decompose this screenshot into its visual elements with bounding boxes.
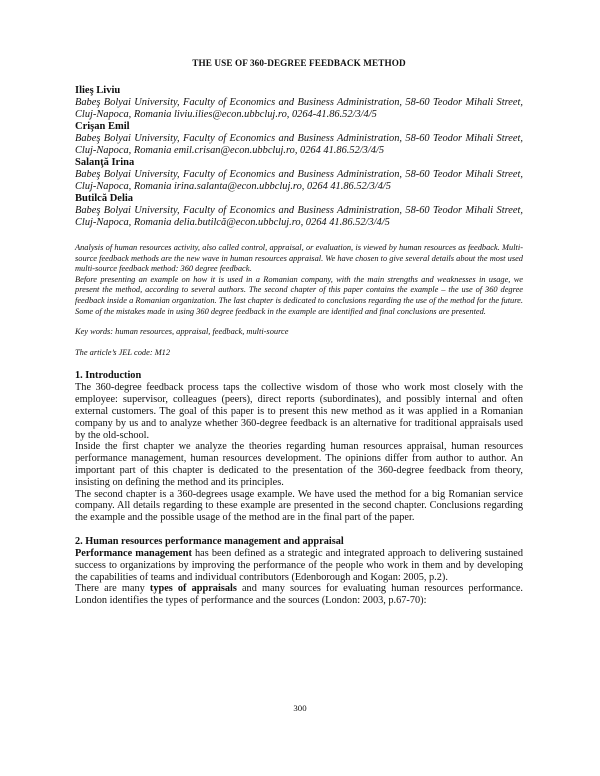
- keywords: Key words: human resources, appraisal, feedback, multi-source: [75, 327, 289, 337]
- term-bold: Performance management: [75, 547, 192, 559]
- text-run: and many sources for evaluating human resources performance. London identifies the types of performance and the sources (London: 2003, p.67-70):: [75, 583, 523, 607]
- author-name: Ilieş Liviu: [75, 85, 121, 96]
- author-1: [75, 85, 523, 121]
- body-paragraph: The 360-degree feedback process taps the collective wisdom of those who work most closely with the employee: supervisor, colleagues (peers), direct reports (subordinates), and possibly internal and often external customers. The goal of this paper is to present this new method as it was applied in a Romanian company by us and to analyze whether 360-degree feedback is an alternative for traditional appraisals used by the old-school.: [75, 382, 523, 441]
- section-2-body: [75, 548, 523, 607]
- body-paragraph: Inside the first chapter we analyze the theories regarding human resources appraisal, human resources performance management, human resources development. The opinions differ from author to author. An important part of this chapter is dedicated to the presentation of the 360-degree feedback from theory, insisting on defining the method and its principles.: [75, 441, 523, 488]
- author-affiliation: Babeş Bolyai University, Faculty of Economics and Business Administration, 58-60 Teodor Mihali Street, Cluj-Napoca, Romania liviu.ilies@econ.ubbcluj.ro, 0264-41.86.52/3/4/5: [75, 97, 523, 120]
- jel-code: The article’s JEL code: M12: [75, 347, 171, 357]
- author-2: [75, 121, 523, 157]
- paper-page: [75, 58, 523, 607]
- abstract: [75, 243, 523, 317]
- author-4: [75, 193, 523, 229]
- section-heading: 2. Human resources performance management and appraisal: [75, 535, 344, 547]
- section-heading: 1. Introduction: [75, 370, 142, 382]
- page-number: 300: [293, 703, 307, 713]
- body-paragraph: The second chapter is a 360-degrees usage example. We have used the method for a big Romanian service company. All details regarding to these example are presented in the second chapter. Conclusions regarding the example and the possible usage of the method are in the final part of the paper.: [75, 488, 523, 524]
- author-name: Crişan Emil: [75, 121, 130, 132]
- author-name: Salanţă Irina: [75, 157, 135, 168]
- author-affiliation: Babeş Bolyai University, Faculty of Economics and Business Administration, 58-60 Teodor Mihali Street, Cluj-Napoca, Romania irina.salanta@econ.ubbcluj.ro, 0264 41.86.52/3/4/5: [75, 169, 523, 192]
- body-paragraph: [75, 583, 523, 607]
- author-name: Butilcă Delia: [75, 193, 134, 204]
- text-run: has been defined as a strategic and integrated approach to delivering sustained success to organizations by improving the performance of the people who work in them and by developing the capabilities of teams and individual contributors (Edenborough and Kogan: 2005, p.2).: [75, 547, 523, 583]
- text-run: There are many: [75, 583, 150, 595]
- author-3: [75, 157, 523, 193]
- abstract-paragraph: Analysis of human resources activity, also called control, appraisal, or evaluation, is viewed by human resources as feedback. Multi-source feedback methods are the new wave in human resources appraisal. We have chosen to give several details about the most used multi-source feedback method: 360 degree feedback.: [75, 243, 523, 274]
- paper-title: THE USE OF 360-DEGREE FEEDBACK METHOD: [192, 58, 406, 68]
- author-affiliation: Babeş Bolyai University, Faculty of Economics and Business Administration, 58-60 Teodor Mihali Street, Cluj-Napoca, Romania delia.butilcă@econ.ubbcluj.ro, 0264 41.86.52/3/4/5: [75, 205, 523, 228]
- term-bold: types of appraisals: [149, 583, 237, 595]
- section-1-body: [75, 382, 523, 524]
- abstract-paragraph: Before presenting an example on how it is used in a Romanian company, with the main strengths and weaknesses in usage, we present the method, according to several authors. The second chapter of this paper contains the example – the use of 360 degree feedback inside a Romanian organization. The last chapter is dedicated to conclusions regarding the use of the method for the future. Some of the mistakes made in using 360 degree feedback in the example are identified and final conclusions are presented.: [75, 274, 523, 316]
- body-paragraph: [75, 548, 523, 583]
- author-affiliation: Babeş Bolyai University, Faculty of Economics and Business Administration, 58-60 Teodor Mihali Street, Cluj-Napoca, Romania emil.crisan@econ.ubbcluj.ro, 0264 41.86.52/3/4/5: [75, 133, 523, 156]
